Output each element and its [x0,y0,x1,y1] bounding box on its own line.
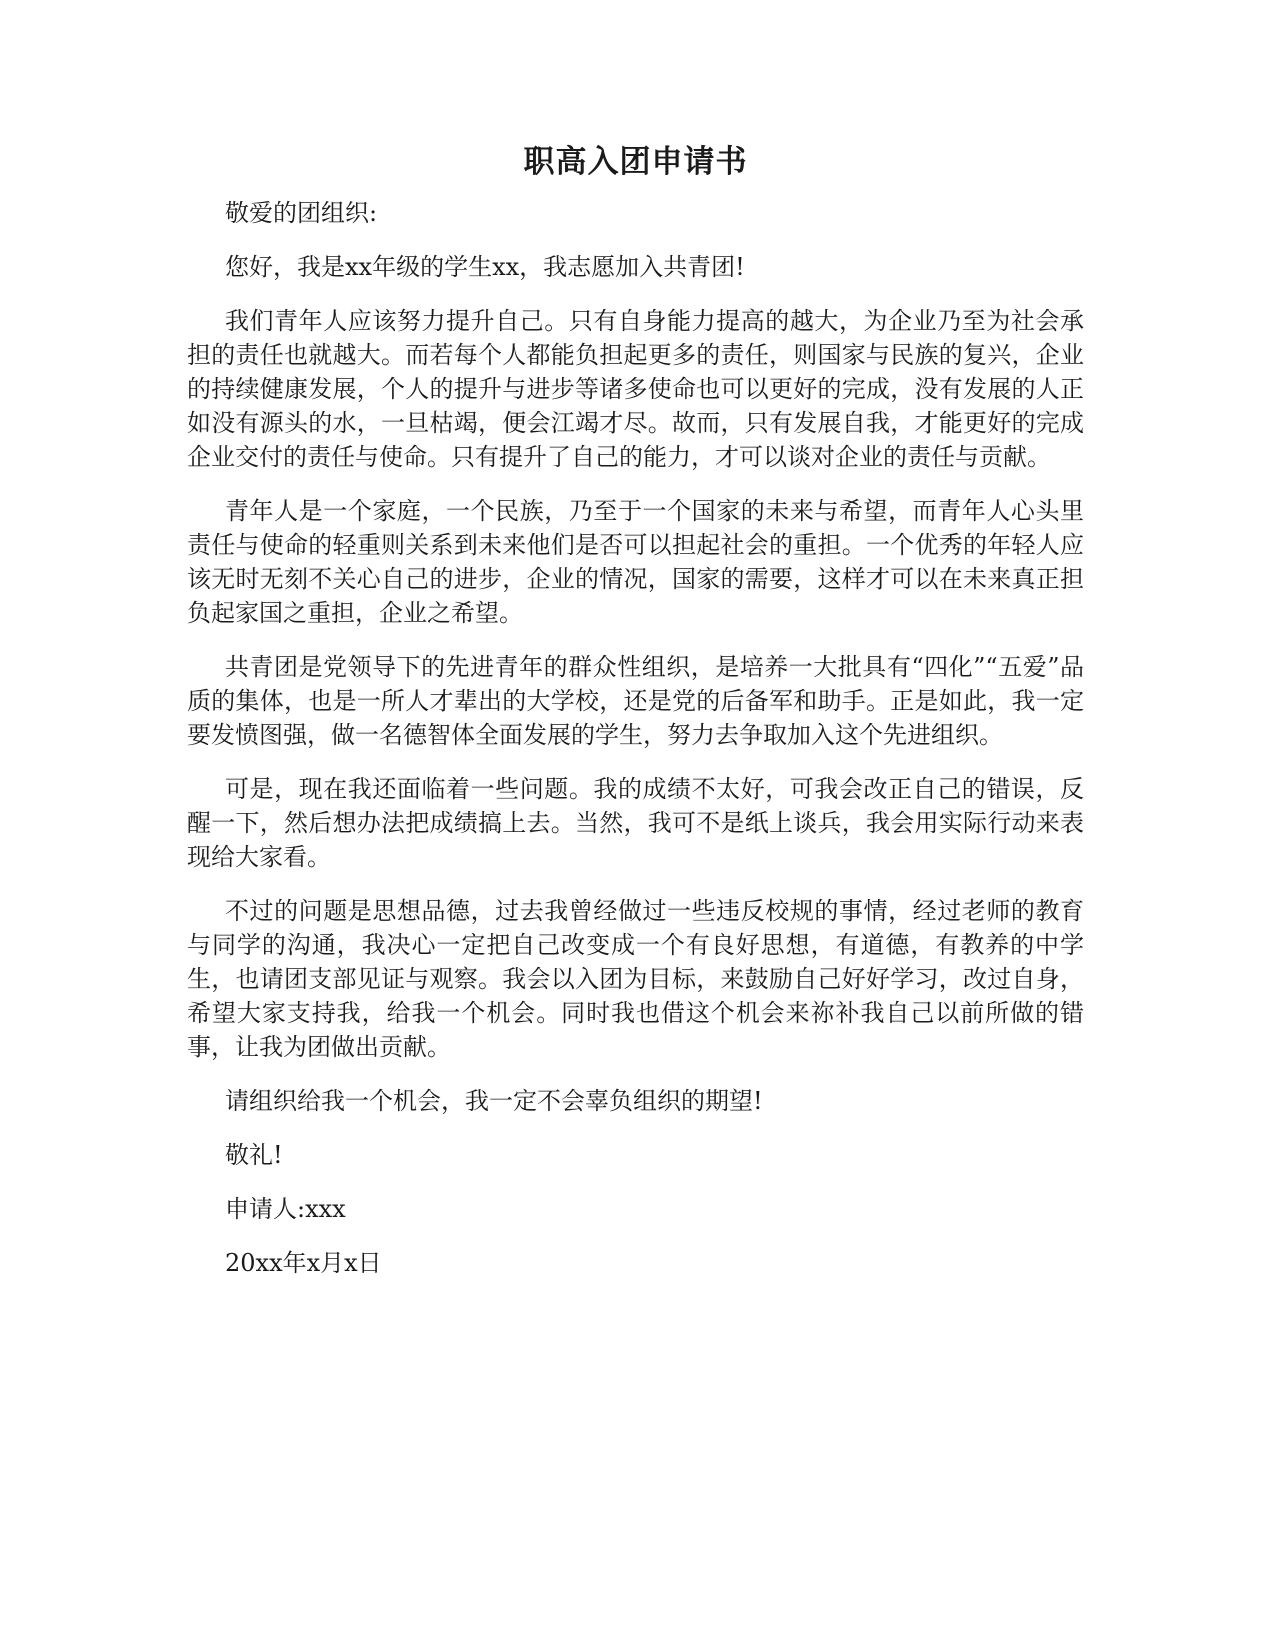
paragraph-self-improvement: 我们青年人应该努力提升自己。只有自身能力提高的越大，为企业乃至为社会承担的责任也就越大。而若每个人都能负担起更多的责任，则国家与民族的复兴，企业的持续健康发展，个人的提升与进步等诸多使命也可以更好的完成，没有发展的人正如没有源头的水，一旦枯竭，便会江竭才尽。故而，只有发展自我，才能更好的完成企业交付的责任与使命。只有提升了自己的能力，才可以谈对企业的责任与贡献。 [187,307,1084,471]
paragraph-moral-character: 不过的问题是思想品德，过去我曾经做过一些违反校规的事情，经过老师的教育与同学的沟通，我决心一定把自己改变成一个有良好思想，有道德，有教养的中学生，也请团支部见证与观察。我会以入团为目标，来鼓励自己好好学习，改过自身，希望大家支持我，给我一个机会。同时我也借这个机会来祢补我自己以前所做的错事，让我为团做出贡献。 [187,897,1084,1061]
paragraph-greeting: 您好，我是xx年级的学生xx，我志愿加入共青团! [225,253,745,281]
document-page [187,140,1084,1300]
paragraph-current-problems: 可是，现在我还面临着一些问题。我的成绩不太好，可我会改正自己的错误，反醒一下，然后想办法把成绩搞上去。当然，我可不是纸上谈兵，我会用实际行动来表现给大家看。 [187,775,1084,871]
paragraph-request: 请组织给我一个机会，我一定不会辜负组织的期望! [225,1087,763,1115]
document-title: 职高入团申请书 [523,144,748,180]
date: 20xx年x月x日 [225,1249,382,1277]
closing: 敬礼! [225,1141,283,1169]
salutation: 敬爱的团组织: [225,199,378,227]
paragraph-league-introduction: 共青团是党领导下的先进青年的群众性组织，是培养一大批具有“四化”“五爱”品质的集体，也是一所人才辈出的大学校，还是党的后备军和助手。正是如此，我一定要发愤图强，做一名德智体全面发展的学生，努力去争取加入这个先进组织。 [187,653,1084,749]
signature: 申请人:xxx [225,1195,346,1223]
paragraph-youth-responsibility: 青年人是一个家庭，一个民族，乃至于一个国家的未来与希望，而青年人心头里责任与使命的轻重则关系到未来他们是否可以担起社会的重担。一个优秀的年轻人应该无时无刻不关心自己的进步，企业的情况，国家的需要，这样才可以在未来真正担负起家国之重担，企业之希望。 [187,497,1084,627]
